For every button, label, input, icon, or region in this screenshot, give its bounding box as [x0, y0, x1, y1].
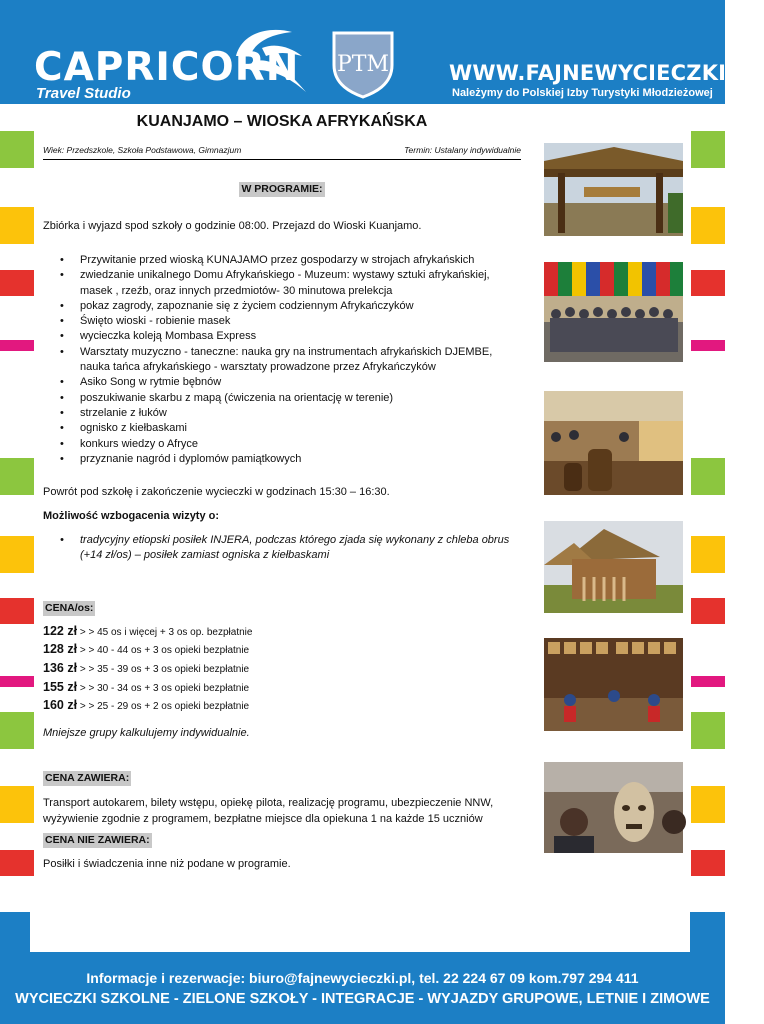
excludes-heading: CENA NIE ZAWIERA: [45, 833, 150, 846]
side-stripe [0, 712, 34, 749]
price-desc: > > 30 - 34 os + 3 os opieki bezpłatnie [77, 682, 250, 694]
list-item: • pokaz zagrody, zapoznanie się z życiem codziennym Afrykańczyków [80, 299, 521, 314]
list-item: • tradycyjny etiopski posiłek INJERA, podczas którego zjada się wykonany z chleba obrus (+14 zł/os) – posiłek zamiast ogniska z kiełbaskami [80, 533, 521, 564]
side-stripe [691, 340, 725, 351]
list-item: • zwiedzanie unikalnego Domu Afrykańskiego - Muzeum: wystawy sztuki afrykańskiej, masek , rzeźb, oraz innych przedmiotów- 30 minutowa prelekcja [80, 268, 521, 299]
list-item: • wycieczka koleją Mombasa Express [80, 329, 521, 344]
logo-subtitle: Travel Studio [36, 85, 131, 102]
extra-list [43, 533, 521, 564]
price-desc: > > 25 - 29 os + 2 os opieki bezpłatnie [77, 701, 250, 713]
side-stripe [691, 712, 725, 749]
program-list [43, 253, 521, 467]
ptm-badge-icon [330, 29, 396, 99]
price-value: 136 zł [43, 660, 78, 675]
photo-museum-interior [544, 638, 683, 731]
website-url[interactable]: WWW.FAJNEWYCIECZKI.PL [449, 61, 764, 85]
side-stripe [691, 850, 725, 876]
footer-white-panel [30, 912, 690, 952]
includes-heading: CENA ZAWIERA: [45, 771, 130, 784]
side-stripe [691, 536, 725, 573]
photo-hut [544, 521, 683, 613]
footer-contact[interactable]: Informacje i rezerwacje: biuro@fajnewycieczki.pl, tel. 22 224 67 09 kom.797 294 411 [86, 970, 639, 986]
list-item: • strzelanie z łuków [80, 406, 521, 421]
logo-wordmark: CAPRICORN [34, 45, 300, 90]
age-info: Wiek: Przedszkole, Szkoła Podstawowa, Gimnazjum [43, 145, 242, 155]
price-value: 122 zł [43, 623, 78, 638]
photo-village-gate [544, 143, 683, 236]
list-item: • Przywitanie przed wioską KUNAJAMO przez gospodarzy w strojach afrykańskich [80, 253, 521, 268]
side-stripe [691, 458, 725, 495]
list-item: • konkurs wiedzy o Afryce [80, 437, 521, 452]
side-stripe [0, 131, 34, 168]
program-intro: Zbiórka i wyjazd spod szkoły o godzinie 08:00. Przejazd do Wioski Kuanjamo. [43, 220, 422, 232]
photo-masks [544, 762, 683, 853]
price-table [43, 623, 521, 716]
side-stripe [0, 598, 34, 624]
document-body [43, 106, 521, 872]
list-item: • Warsztaty muzyczno - taneczne: nauka gry na instrumentach afrykańskich DJEMBE, nauka tańca afrykańskiego - warsztaty prowadzone przez Afrykańczyków [80, 345, 521, 376]
price-desc: > > 40 - 44 os + 3 os opieki bezpłatnie [77, 645, 250, 657]
side-stripe [0, 207, 34, 244]
price-value: 128 zł [43, 642, 78, 657]
excludes-text: Posiłki i świadczenia inne niż podane w programie. [43, 857, 291, 870]
side-stripe [0, 676, 34, 687]
side-stripe [0, 850, 34, 876]
trip-meta [43, 143, 521, 160]
side-stripe [691, 270, 725, 296]
side-stripe [691, 131, 725, 168]
side-stripe [691, 786, 725, 823]
side-stripe [0, 270, 34, 296]
side-stripe [0, 786, 34, 823]
price-note: Mniejsze grupy kalkulujemy indywidualnie. [43, 726, 250, 739]
footer-offer: WYCIECZKI SZKOLNE - ZIELONE SZKOŁY - INTEGRACJE - WYJAZDY GRUPOWE, LETNIE I ZIMOWE [15, 991, 710, 1007]
price-row [43, 660, 521, 679]
header-banner [0, 0, 764, 104]
includes-text: Transport autokarem, bilety wstępu, opiekę pilota, realizację programu, ubezpieczenie NNW, wyżywienie zgodnie z programem, bezpłatne miejsce dla opiekuna 1 na każde 15 uczniów [43, 796, 494, 825]
price-row [43, 623, 521, 642]
side-stripe [691, 207, 725, 244]
price-desc: > > 45 os i więcej + 3 os op. bezpłatnie [77, 626, 253, 638]
side-stripe [691, 598, 725, 624]
side-stripe [0, 536, 34, 573]
list-item: • przyznanie nagród i dyplomów pamiątkowych [80, 452, 521, 467]
photo-group-flags [544, 262, 683, 362]
list-item: • Asiko Song w rytmie bębnów [80, 375, 521, 390]
side-stripe [691, 676, 725, 687]
price-value: 155 zł [43, 679, 78, 694]
ptm-badge-text: PTM [336, 52, 390, 77]
page-title: KUANJAMO – WIOSKA AFRYKAŃSKA [136, 113, 428, 130]
price-desc: > > 35 - 39 os + 3 os opieki bezpłatnie [77, 663, 250, 675]
price-heading: CENA/os: [45, 601, 94, 614]
list-item: • Święto wioski - robienie masek [80, 314, 521, 329]
header-tagline: Należymy do Polskiej Izby Turystyki Młodzieżowej [452, 87, 713, 99]
side-stripe [0, 340, 34, 351]
price-row [43, 679, 521, 698]
side-stripe [0, 458, 34, 495]
list-item: • poszukiwanie skarbu z mapą (ćwiczenia na orientację w terenie) [80, 391, 521, 406]
term-info: Termin: Ustalany indywidualnie [404, 145, 521, 155]
extra-heading: Możliwość wzbogacenia wizyty o: [43, 510, 220, 523]
price-row [43, 697, 521, 716]
program-heading: W PROGRAMIE: [241, 183, 323, 195]
photo-drums-workshop [544, 391, 683, 495]
program-return: Powrót pod szkołę i zakończenie wycieczki w godzinach 15:30 – 16:30. [43, 486, 390, 499]
price-row [43, 641, 521, 660]
list-item: • ognisko z kiełbaskami [80, 421, 521, 436]
price-value: 160 zł [43, 698, 78, 713]
